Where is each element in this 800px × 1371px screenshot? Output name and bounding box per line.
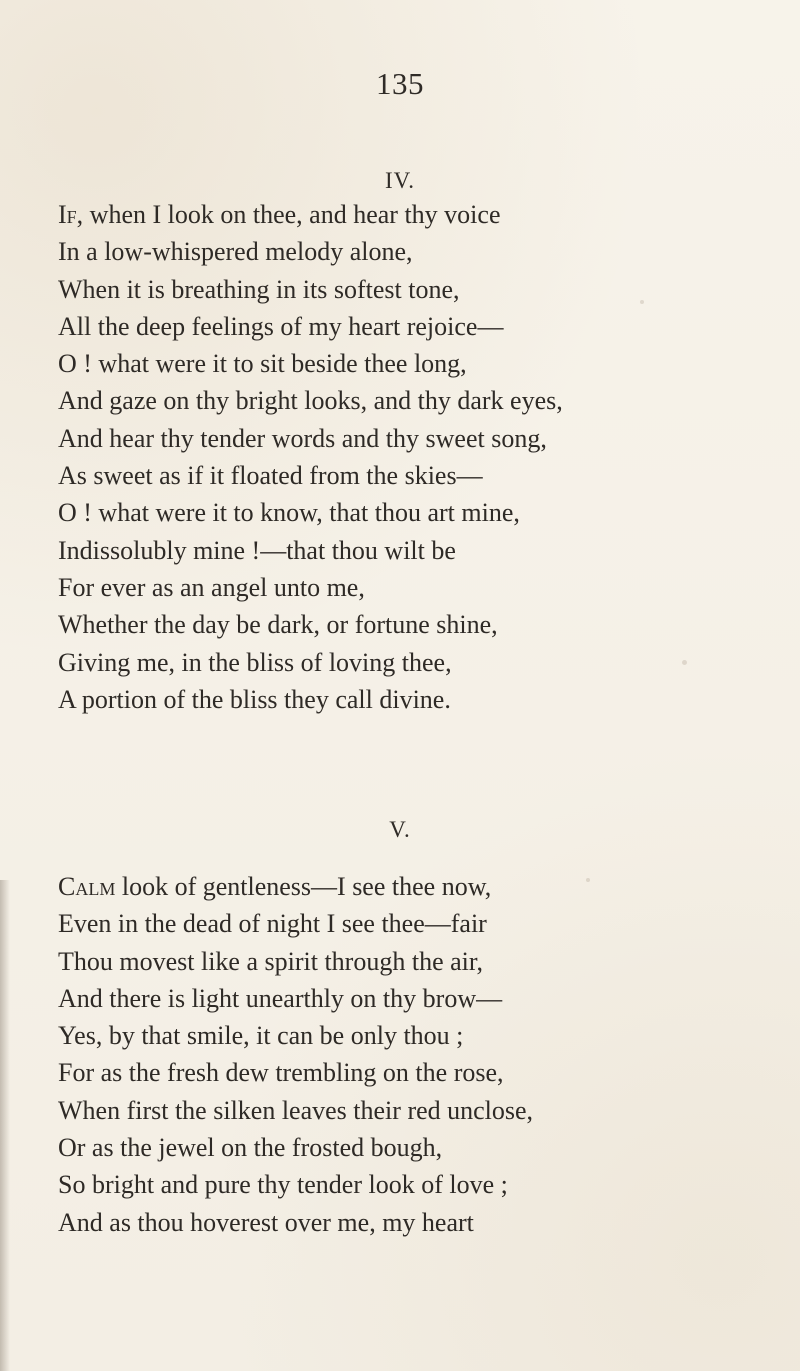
poem-line: For as the fresh dew trembling on the rose, [58,1058,504,1088]
poem-line: When first the silken leaves their red unclose, [58,1095,534,1125]
poem-line: Yes, by that smile, it can be only thou ; [58,1021,464,1051]
poem-line: Or as the jewel on the frosted bough, [58,1133,443,1163]
poem-line: And there is light unearthly on thy brow— [58,983,503,1013]
poem-line: As sweet as if it floated from the skies— [58,461,483,491]
poem-line [58,868,793,905]
poem-line: In a low-whispered melody alone, [58,237,413,267]
poem-line: O ! what were it to know, that thou art mine, [58,498,520,528]
poem-line: Giving me, in the bliss of loving thee, [58,647,452,677]
poem-line: When it is breathing in its softest tone, [58,274,460,304]
opening-word: If [58,200,77,229]
poem-line: Whether the day be dark, or fortune shine, [58,610,498,640]
poem-line: And gaze on thy bright looks, and thy dark eyes, [58,386,563,416]
poem-stanza-iv [58,196,793,718]
poem-stanza-v [58,868,793,1241]
poem-line: For ever as an angel unto me, [58,572,365,602]
section-heading-iv: IV. [384,168,416,193]
poem-line: And as thou hoverest over me, my heart [58,1207,474,1237]
poem-line [58,196,793,233]
poem-line: Indissolubly mine !—that thou wilt be [58,535,456,565]
poem-line-text: look of gentleness—I see thee now, [115,872,492,901]
opening-word: Calm [58,872,116,901]
poem-line: Even in the dead of night I see thee—fair [58,909,487,939]
poem-line: A portion of the bliss they call divine. [58,684,451,714]
page-edge-shadow [0,880,10,1371]
poem-line: So bright and pure thy tender look of love ; [58,1170,508,1200]
poem-line-text: , when I look on thee, and hear thy voice [76,200,501,229]
poem-line: O ! what were it to sit beside thee long, [58,349,467,379]
page-number: 135 [376,66,424,101]
poem-line: And hear thy tender words and thy sweet song, [58,423,547,453]
poem-line: Thou movest like a spirit through the air, [58,946,483,976]
section-heading-v: V. [389,817,411,842]
poem-line: All the deep feelings of my heart rejoice— [58,311,504,341]
